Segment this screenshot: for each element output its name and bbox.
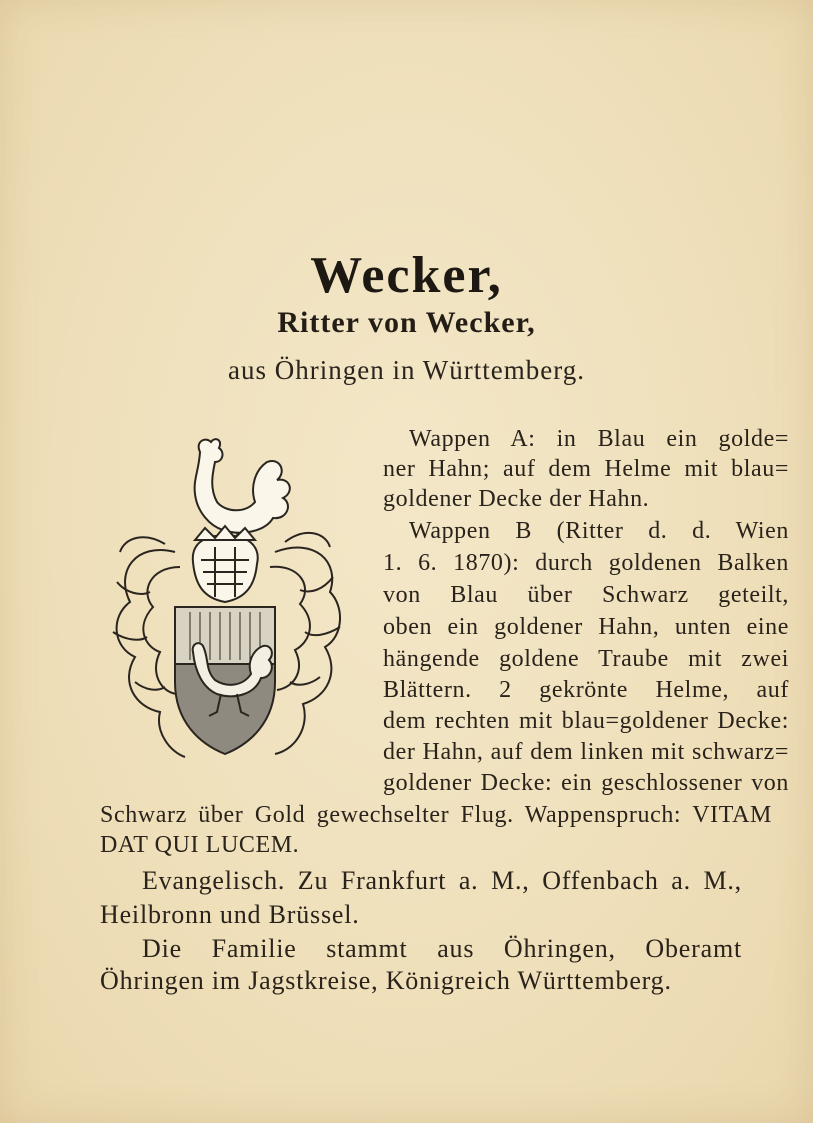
page-title: Wecker, [310, 247, 503, 304]
body-line: oben ein goldener Hahn, unten eine [383, 614, 789, 640]
body-line: goldener Decke der Hahn. [383, 486, 650, 512]
coat-of-arms-illustration [105, 432, 345, 772]
body-line: Blättern. 2 gekrönte Helme, auf [383, 677, 789, 703]
body-line: Wappen B (Ritter d. d. Wien [409, 518, 789, 544]
body-line: Schwarz über Gold gewechselter Flug. Wappenspruch: VITAM [100, 802, 772, 828]
body-line: hängende goldene Traube mit zwei [383, 646, 789, 672]
body-line: der Hahn, auf dem linken mit schwarz= [383, 739, 789, 765]
body-line: Wappen A: in Blau ein golde= [409, 426, 789, 452]
body-line: DAT QUI LUCEM. [100, 832, 300, 858]
paragraph-line: Öhringen im Jagstkreise, Königreich Württemberg. [100, 966, 672, 995]
body-line: dem rechten mit blau=goldener Decke: [383, 708, 789, 734]
body-line: goldener Decke: ein geschlossener von [383, 770, 789, 796]
paragraph-line: Die Familie stammt aus Öhringen, Oberamt [142, 934, 742, 963]
paragraph-line: Heilbronn und Brüssel. [100, 900, 360, 929]
page-subtitle: Ritter von Wecker, [277, 306, 536, 339]
body-line: ner Hahn; auf dem Helme mit blau= [383, 456, 789, 482]
paragraph-line: Evangelisch. Zu Frankfurt a. M., Offenbach a. M., [142, 866, 742, 895]
body-line: 1. 6. 1870): durch goldenen Balken [383, 550, 789, 576]
origin-line: aus Öhringen in Württemberg. [228, 355, 585, 385]
body-line: von Blau über Schwarz geteilt, [383, 582, 789, 608]
